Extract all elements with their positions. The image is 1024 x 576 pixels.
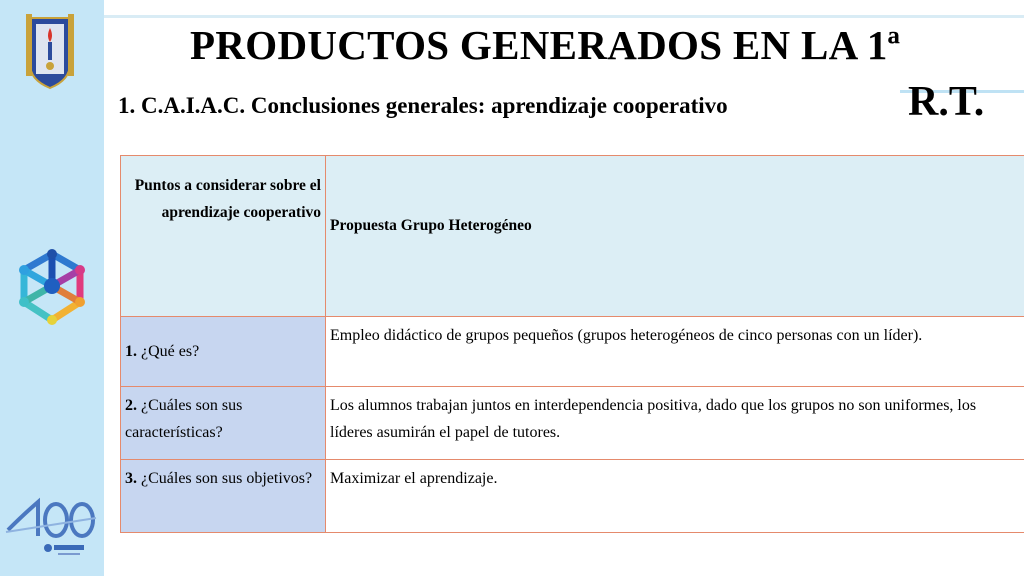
page-subtitle: 1. C.A.I.A.C. Conclusiones generales: aprendizaje cooperativo [118,93,728,118]
table-row [121,317,1024,387]
answer-cell: Los alumnos trabajan juntos en interdependencia positiva, dado que los grupos no son uniformes, los líderes asumirán el papel de tutores. [326,387,1024,460]
question-text: ¿Cuáles son sus objetivos? [137,470,313,487]
answer-cell: Empleo didáctico de grupos pequeños (grupos heterogéneos de cinco personas con un líder). [326,317,1024,387]
table-row [121,460,1024,533]
answer-cell: Maximizar el aprendizaje. [326,460,1024,533]
conclusions-table [120,155,1024,533]
header-cell-proposal: Propuesta Grupo Heterogéneo [326,156,1024,317]
sidebar [0,0,104,576]
anniversary-logo [4,496,102,562]
question-cell [121,460,326,533]
question-cell [121,317,326,387]
hexagon-hub-logo [12,246,92,328]
page-title: PRODUCTOS GENERADOS EN LA 1ª [190,22,901,68]
question-text: ¿Qué es? [137,343,200,360]
question-cell [121,387,326,460]
top-rule [104,15,1024,18]
question-number: 2. [125,397,137,414]
question-text: ¿Cuáles son sus características? [125,397,243,441]
question-number: 1. [125,343,137,360]
table-row [121,387,1024,460]
table-header-row [121,156,1024,317]
header-cell-points: Puntos a considerar sobre el aprendizaje cooperativo [121,156,326,317]
crest-logo [24,14,76,90]
page-title-continuation: R.T. [908,79,985,125]
question-number: 3. [125,470,137,487]
